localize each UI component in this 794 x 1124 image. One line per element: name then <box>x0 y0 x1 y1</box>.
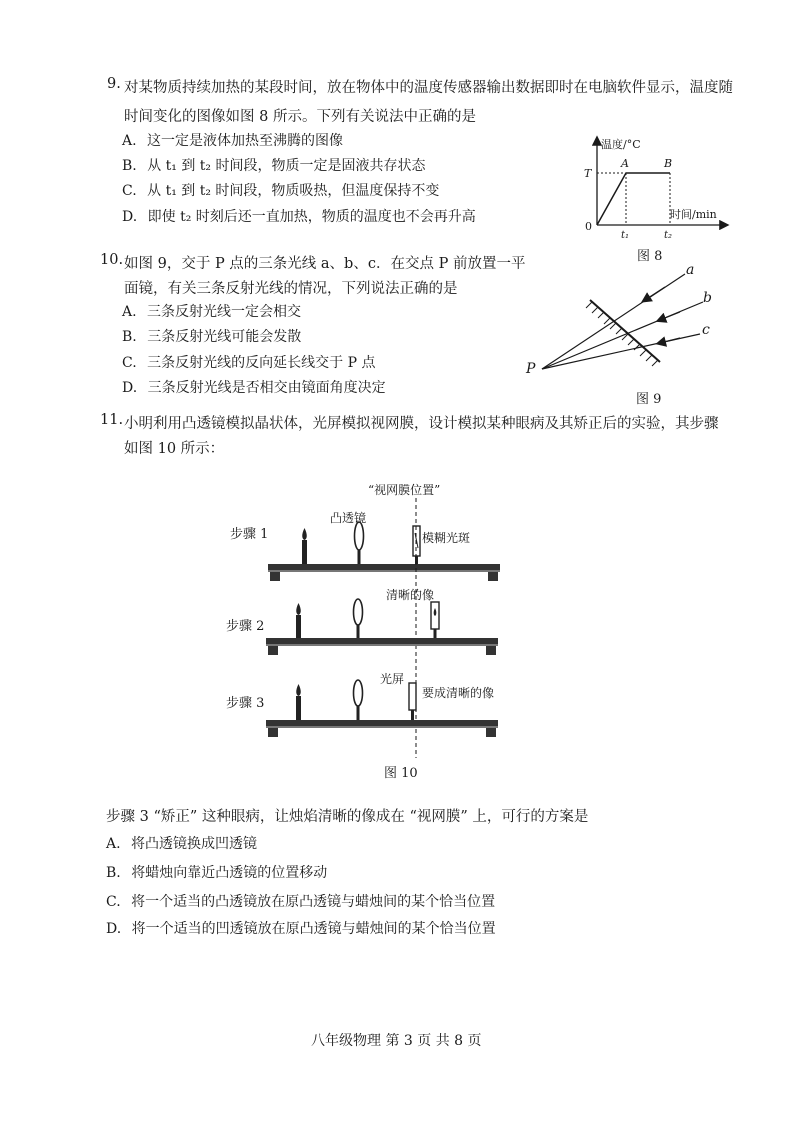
option-letter: C. <box>106 894 121 910</box>
option-letter: B. <box>106 865 121 881</box>
option-text: 三条反射光线可能会发散 <box>147 329 302 345</box>
temperature-curve <box>597 173 670 225</box>
q9-option-c <box>122 180 439 200</box>
option-text: 从 t₁ 到 t₂ 时间段，物质一定是固液共存状态 <box>147 158 426 174</box>
q9-stem-line2: 时间变化的图像如图 8 所示。下列有关说法中正确的是 <box>124 109 476 125</box>
q9-stem-line1: 对某物质持续加热的某段时间，放在物体中的温度传感器输出数据即时在电脑软件显示，温度随 <box>124 80 733 96</box>
option-text: 将凸透镜换成凹透镜 <box>131 836 258 852</box>
option-text: 将蜡烛向靠近凸透镜的位置移动 <box>131 865 328 881</box>
option-text: 将一个适当的凸透镜放在原凸透镜与蜡烛间的某个恰当位置 <box>131 894 496 910</box>
q10-stem-line2: 面镜，有关三条反射光线的情况，下列说法正确的是 <box>124 281 458 297</box>
q9-option-b <box>122 155 425 175</box>
option-text: 将一个适当的凹透镜放在原凸透镜与蜡烛间的某个恰当位置 <box>131 921 496 937</box>
figure-10-caption: 图 10 <box>384 766 418 781</box>
q9-option-d <box>122 206 476 226</box>
convex-lens-label: 凸透镜 <box>330 511 367 525</box>
q10-option-a <box>122 301 301 321</box>
q10-option-b <box>122 326 301 346</box>
q11-option-b <box>106 862 327 882</box>
option-text: 三条反射光线一定会相交 <box>147 304 302 320</box>
option-text: 即使 t₂ 时刻后还一直加热，物质的温度也不会再升高 <box>147 209 476 225</box>
option-text: 三条反射光线是否相交由镜面角度决定 <box>147 380 386 396</box>
ray-a-label: a <box>686 262 695 278</box>
figure-9-mirror-rays <box>520 262 730 412</box>
ray-c-arrow <box>660 338 680 343</box>
y-axis-label: 温度/°C <box>601 138 641 151</box>
figure-9-caption: 图 9 <box>636 392 662 407</box>
q9-option-a <box>122 130 343 150</box>
screen-label: 光屏 <box>380 672 405 686</box>
q11-option-c <box>106 891 495 911</box>
ray-b-label: b <box>703 290 712 306</box>
option-text: 从 t₁ 到 t₂ 时间段，物质吸热，但温度保持不变 <box>147 183 440 199</box>
point-p-label: P <box>526 361 536 377</box>
blur-spot-label: 模糊光斑 <box>422 531 471 545</box>
q11-option-a <box>106 833 257 853</box>
want-clear-image-label: 要成清晰的像 <box>422 686 495 700</box>
x-axis-label: 时间/min <box>670 208 717 221</box>
option-letter: D. <box>122 380 138 396</box>
point-b-label: B <box>664 157 673 170</box>
q11-option-d <box>106 918 496 938</box>
q10-number: 10. <box>100 252 124 268</box>
plane-mirror <box>590 300 660 362</box>
ray-b-arrow <box>660 312 680 320</box>
q10-stem-line1: 如图 9，交于 P 点的三条光线 a、b、c．在交点 P 前放置一平 <box>124 256 526 272</box>
q11-stem-line2: 如图 10 所示： <box>124 441 225 457</box>
option-letter: B. <box>122 329 137 345</box>
step-1-label: 步骤 1 <box>230 527 269 542</box>
step-2-label: 步骤 2 <box>226 619 265 634</box>
option-letter: B. <box>122 158 137 174</box>
option-letter: A. <box>122 133 137 149</box>
step-3-label: 步骤 3 <box>226 696 265 711</box>
option-text: 三条反射光线的反向延长线交于 P 点 <box>147 355 376 371</box>
figure-10-optical-bench <box>210 478 520 784</box>
t1-label: t₁ <box>621 230 630 241</box>
ray-c-label: c <box>702 322 710 338</box>
q10-option-d <box>122 377 386 397</box>
option-letter: A. <box>122 304 137 320</box>
option-letter: C. <box>122 183 137 199</box>
retina-position-label: “视网膜位置” <box>368 483 441 497</box>
q11-number: 11. <box>100 412 124 428</box>
q11-prompt: 步骤 3 “矫正” 这种眼病，让烛焰清晰的像成在 “视网膜” 上，可行的方案是 <box>106 809 589 825</box>
figure-8-caption: 图 8 <box>637 249 663 264</box>
point-a-label: A <box>621 157 629 170</box>
q11-stem-line1: 小明利用凸透镜模拟晶状体，光屏模拟视网膜，设计模拟某种眼病及其矫正后的实验，其步骤 <box>124 416 719 432</box>
ray-a-arrow <box>645 287 665 300</box>
t2-label: t₂ <box>664 230 673 241</box>
clear-image-label: 清晰的像 <box>386 588 435 602</box>
option-letter: A. <box>106 836 121 852</box>
origin-label: 0 <box>585 220 592 233</box>
q10-option-c <box>122 352 375 372</box>
figure-8-temperature-graph <box>575 130 735 265</box>
option-letter: C. <box>122 355 137 371</box>
option-letter: D. <box>122 209 138 225</box>
q9-number: 9. <box>107 76 121 92</box>
step-2-bench <box>266 599 498 655</box>
option-letter: D. <box>106 921 122 937</box>
option-text: 这一定是液体加热至沸腾的图像 <box>147 133 344 149</box>
t-label: T <box>584 167 592 180</box>
page-footer: 八年级物理 第 3 页 共 8 页 <box>311 1033 482 1049</box>
